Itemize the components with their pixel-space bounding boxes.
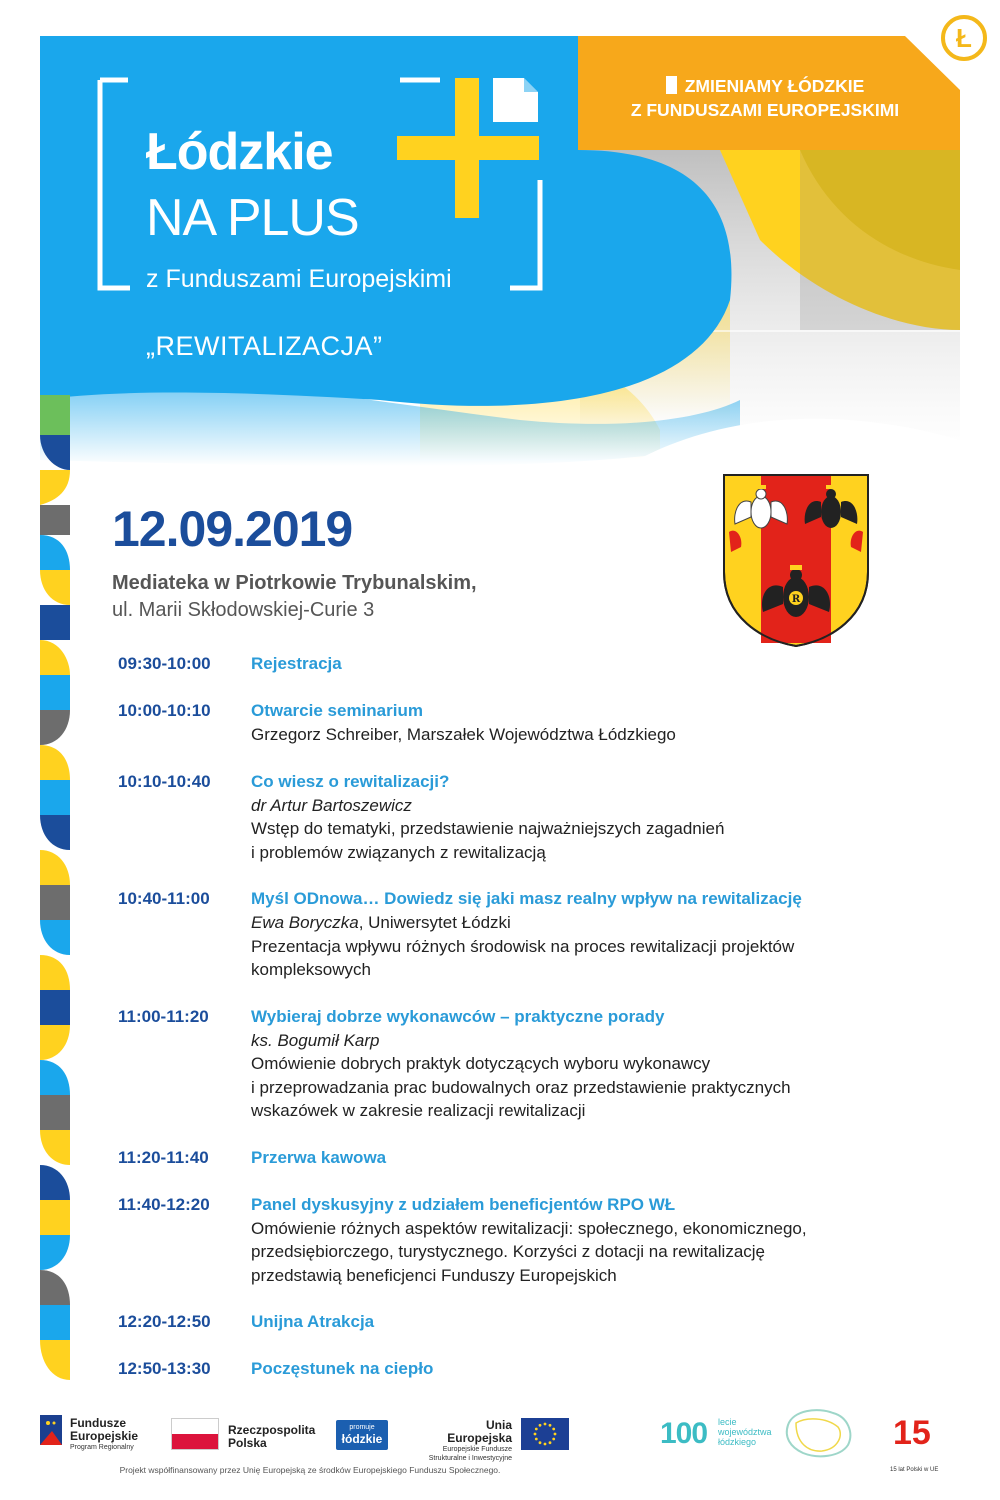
fifteen-years-text: 15 lat Polski w UE [890, 1467, 939, 1473]
agenda-description: wskazówek w zakresie realizacji rewitalizacji [251, 1101, 586, 1120]
event-theme: „REWITALIZACJA” [146, 331, 383, 361]
agenda-item [118, 1310, 888, 1334]
agenda-time: 12:20-12:50 [118, 1312, 211, 1331]
slogan-line-2: Z FUNDUSZAMI EUROPEJSKIMI [630, 100, 900, 120]
agenda-time: 11:00-11:20 [118, 1006, 209, 1026]
pl15-mark: 15 [893, 1414, 931, 1452]
lodzkie-coin-logo: Ł [941, 15, 987, 61]
agenda-title: Przerwa kawowa [251, 1147, 387, 1167]
agenda-time: 09:30-10:00 [118, 654, 211, 673]
agenda-description: przedsiębiorczego, turystycznego. Korzyści z dotacji na rewitalizację [251, 1242, 766, 1261]
agenda-time: 10:10-10:40 [118, 771, 211, 791]
agenda-item [118, 699, 888, 747]
rp-line-2: Polska [228, 1436, 267, 1450]
hundred-years-text [718, 1417, 772, 1447]
brand-title: Łódzkie [146, 123, 333, 181]
rzeczpospolita-logo [228, 1424, 315, 1450]
agenda-affiliation: , Uniwersytet Łódzki [358, 913, 511, 932]
agenda-item [118, 1146, 888, 1170]
agenda-description: przedstawią beneficjenci Funduszy Europejskich [251, 1265, 617, 1285]
agenda-time: 11:40-12:20 [118, 1194, 210, 1214]
agenda-time: 10:00-10:10 [118, 701, 211, 720]
promuje-lodzkie-logo [336, 1420, 388, 1450]
region-map-icon [778, 1405, 858, 1461]
fe-line-3: Program Regionalny [70, 1444, 134, 1451]
slogan [600, 74, 930, 122]
eu-flag-icon [521, 1418, 569, 1450]
agenda-description: kompleksowych [251, 960, 371, 979]
unia-europejska-logo [428, 1419, 512, 1463]
fe-line-1: Fundusze [70, 1416, 126, 1430]
agenda-title: Poczęstunek na ciepło [251, 1359, 434, 1378]
agenda-speaker: Ewa Boryczka [251, 913, 359, 932]
agenda-title: Wybieraj dobrze wykonawców – praktyczne porady [251, 1006, 665, 1026]
promuje-big: łódzkie [341, 1432, 383, 1446]
flag-icon [666, 76, 677, 94]
hundred-years-logo: 100 [660, 1417, 708, 1450]
agenda-description: Omówienie dobrych praktyk dotyczących wyboru wykonawcy [251, 1054, 711, 1073]
art-grey-overlay [800, 150, 960, 330]
agenda-title: Myśl ODnowa… Dowiedz się jaki masz realny wpływ na rewitalizację [251, 889, 802, 908]
agenda-item [118, 1005, 888, 1123]
agenda-description: Prezentacja wpływu różnych środowisk na proces rewitalizacji projektów [251, 936, 795, 956]
slogan-line-1: ZMIENIAMY ŁÓDZKIE [684, 76, 865, 96]
agenda-description: i przeprowadzania prac budowalnych oraz przedstawienie praktycznych [251, 1077, 791, 1097]
coat-letter: R [791, 594, 801, 605]
polish-flag-icon [171, 1418, 219, 1450]
hundred-sub-3: łódzkiego [718, 1437, 757, 1447]
ue-line-1: Unia Europejska [447, 1418, 512, 1445]
event-date: 12.09.2019 [112, 501, 353, 557]
agenda-item [118, 770, 888, 865]
rp-line-1: Rzeczpospolita [228, 1423, 316, 1437]
plus-horizontal [397, 136, 539, 160]
agenda-description: i problemów związanych z rewitalizacją [251, 842, 546, 862]
agenda-description: Omówienie różnych aspektów rewitalizacji: społecznego, ekonomicznego, [251, 1218, 807, 1238]
agenda-item [118, 1193, 888, 1288]
agenda-item [118, 1357, 888, 1381]
fifteen-years-logo [893, 1413, 939, 1459]
agenda-title: Rejestracja [251, 654, 342, 673]
brand-subtitle: NA PLUS [146, 189, 359, 247]
hundred-sub-1: lecie [718, 1417, 737, 1427]
agenda [118, 652, 888, 1404]
venue-address: ul. Marii Skłodowskiej-Curie 3 [112, 599, 375, 621]
cofinancing-note: Projekt współfinansowany przez Unię Europejską ze środków Europejskiego Funduszu Społecznego. [119, 1465, 501, 1475]
agenda-time: 10:40-11:00 [118, 889, 210, 908]
brand-tagline: z Funduszami Europejskimi [146, 265, 452, 293]
agenda-title: Unijna Atrakcja [251, 1312, 375, 1331]
promuje-small: promuje [349, 1424, 375, 1431]
agenda-item [118, 652, 888, 676]
footer-logos [0, 1405, 1000, 1500]
agenda-time: 12:50-13:30 [118, 1359, 211, 1378]
agenda-speaker: ks. Bogumił Karp [251, 1030, 380, 1050]
fundusze-europejskie-icon [38, 1413, 64, 1447]
hundred-sub-2: województwa [718, 1427, 772, 1437]
venue-name: Mediateka w Piotrkowie Trybunalskim, [112, 572, 477, 594]
agenda-title: Panel dyskusyjny z udziałem beneficjentów RPO WŁ [251, 1194, 676, 1214]
agenda-speaker: dr Artur Bartoszewicz [251, 795, 412, 815]
agenda-title: Otwarcie seminarium [251, 701, 423, 720]
left-tile-column [40, 395, 70, 1380]
fe-line-2: Europejskie [70, 1429, 139, 1443]
agenda-item [118, 887, 888, 982]
coat-of-arms-icon [721, 472, 871, 648]
ue-line-3: Strukturalne i Inwestycyjne [428, 1455, 512, 1462]
ue-line-2: Europejskie Fundusze [442, 1446, 512, 1453]
agenda-title: Co wiesz o rewitalizacji? [251, 771, 450, 791]
fundusze-europejskie-logo [70, 1417, 138, 1452]
agenda-time: 11:20-11:40 [118, 1147, 209, 1167]
agenda-description: Wstęp do tematyki, przedstawienie najważniejszych zagadnień [251, 819, 725, 838]
agenda-speaker: Grzegorz Schreiber, Marszałek Województwa Łódzkiego [251, 725, 676, 744]
